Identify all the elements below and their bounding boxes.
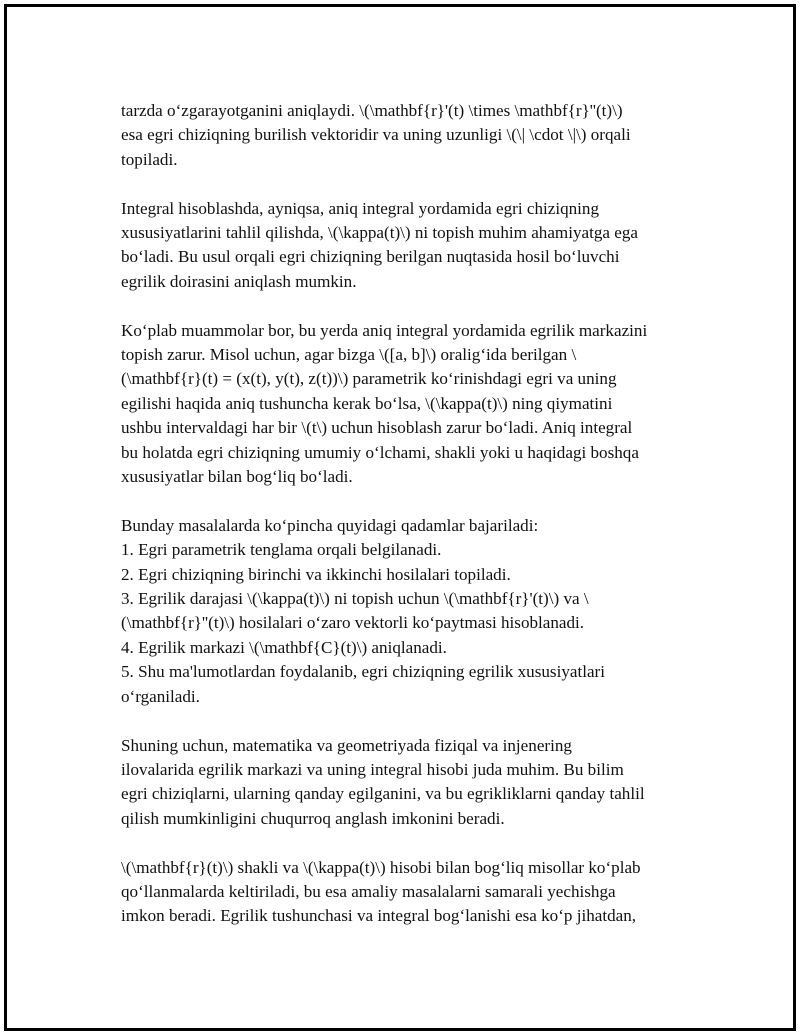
paragraph-1: tarzda o‘zgarayotganini aniqlaydi. \(\mathbf{r}'(t) \times \mathbf{r}''(t)\) esa egri chiziqning burilish vektoridir va uning uzunligi \(\| \cdot \|\) orqali topiladi. [121,101,631,169]
paragraph-6: \(\mathbf{r}(t)\) shakli va \(\kappa(t)\) hisobi bilan bog‘liq misollar ko‘plab qo‘llanmalarda keltiriladi, bu esa amaliy masalalarni samarali yechishga imkon beradi. Egrilik tushunchasi va integral bog‘lanishi esa ko‘p jihatdan, [121,857,641,926]
paragraph-5: Shuning uchun, matematika va geometriyada fiziqal va injenering ilovalarida egrilik markazi va uning integral hisobi juda muhim. Bu bilim egri chiziqlarni, ularning qanday egilganini, va bu egrikliklarni qanday tahlil qilish mumkinligini chuqurroq anglash imkonini beradi. [121,735,645,828]
paragraph-2: Integral hisoblashda, ayniqsa, aniq integral yordamida egri chiziqning xususiyatlarini tahlil qilishda, \(\kappa(t)\) ni topish muhim ahamiyatga ega bo‘ladi. Bu usul orqali egri chiziqning berilgan nuqtasida hosil bo‘luvchi egrilik doirasini aniqlash mumkin. [121,198,638,291]
page-frame [4,4,796,1031]
paragraph-3: Ko‘plab muammolar bor, bu yerda aniq integral yordamida egrilik markazini topish zarur. Misol uchun, agar bizga \([a, b]\) oralig‘ida berilgan \ (\mathbf{r}(t) = (x(t), y(t), z(t))\) parametrik ko‘rinishdagi egri va uning egilishi haqida aniq tushuncha kerak bo‘lsa, \(\kappa(t)\) ning qiymatini ushbu intervaldagi har bir \(t\) uchun hisoblash zarur bo‘ladi. Aniq integral bu holatda egri chiziqning umumiy o‘lchami, shakli yoki u haqidagi boshqa xususiyatlar bilan bog‘liq bo‘ladi. [121,320,648,487]
paragraph-4-steps-list: Bunday masalalarda ko‘pincha quyidagi qadamlar bajariladi: 1. Egri parametrik tenglama orqali belgilanadi. 2. Egri chiziqning birinchi va ikkinchi hosilalari topiladi. 3. Egrilik darajasi \(\kappa(t)\) ni topish uchun \(\mathbf{r}'(t)\) va \ (\mathbf{r}''(t)\) hosilalari o‘zaro vektorli ko‘paytmasi hisoblanadi. 4. Egrilik markazi \(\mathbf{C}(t)\) aniqlanadi. 5. Shu ma'lumotlardan foydalanib, egri chiziqning egrilik xususiyatlari o‘rganiladi. [121,515,605,706]
document-body [121,99,701,929]
